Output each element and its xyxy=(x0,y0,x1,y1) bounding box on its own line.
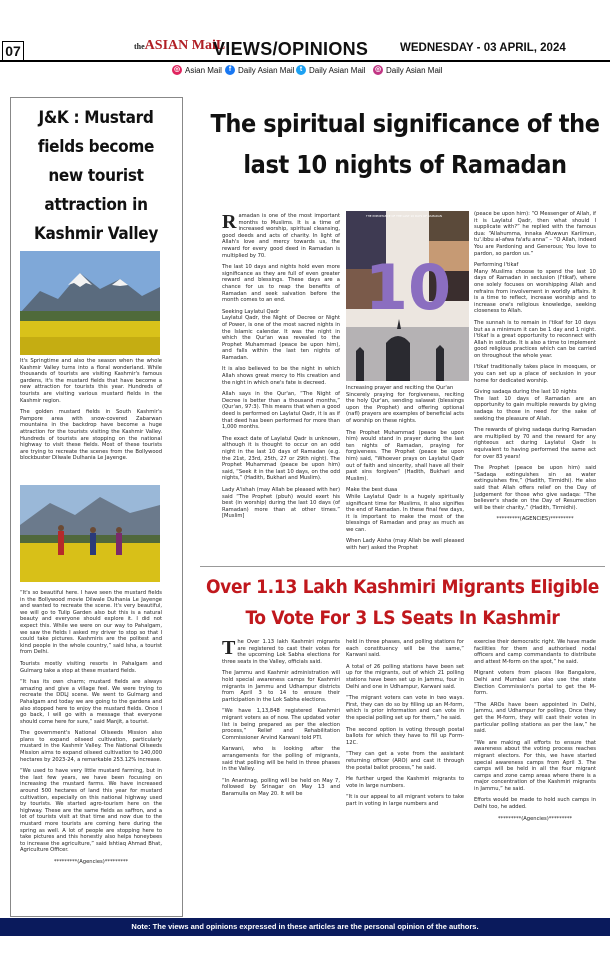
tourist-figure xyxy=(90,533,96,555)
ramadan-column-3 xyxy=(474,211,596,528)
article-paragraph: Migrant voters from places like Bangalore, Delhi and Mumbai can also use the state Election Commission's portal to get the M-form. xyxy=(474,670,596,697)
article-paragraph: Giving sadaqa during the last 10 nights The last 10 days of Ramadan are an opportunity to gain multiple rewards by giving sadaqa to those in need for the sake of seeking the pleasure of Allah. xyxy=(474,389,596,422)
social-twitter[interactable] xyxy=(296,64,365,76)
tourist-figure xyxy=(116,533,122,555)
sidebar-headline: J&K : Mustard fields become new tourist attraction in Kashmir Valley xyxy=(33,108,159,244)
header-rule xyxy=(0,60,610,62)
article-paragraph: held in three phases, and polling stations for each constituency will be the same,” Karwani said. xyxy=(346,639,464,659)
ramadan-column-1 xyxy=(222,213,340,525)
masthead-logo xyxy=(134,38,225,54)
article-paragraph: When Lady Aisha (may Allah be well pleased with her) asked the Prophet xyxy=(346,538,464,552)
tourist-figure xyxy=(58,531,64,555)
article-paragraph: Seeking Laylatul Qadr Laylatul Qadr, the Night of Decree or Night of Power, is one of the most sacred nights in the Islamic calendar. It was the night in which the Qur'an was revealed to the Prophet Muhammad (peace be upon him), and falls within the last ten nights of Ramadan. xyxy=(222,308,340,361)
article-paragraph: (peace be upon him): “O Messenger of Allah, if it is Laylatul Qadr, then what should I supplicate with?” he replied with the famous dua: “Allahumma, innaka Afuwwun Kariimun, tu'.ibbu al-afwa fa'afu anna” – “O Allah, indeed You are Pardoning and Generous; You love to pardon, so pardon us.” xyxy=(474,211,596,257)
article-paragraph: The second option is voting through postal ballots for which they have to fill up Form-12C. xyxy=(346,726,464,746)
logo-small-text: the xyxy=(134,42,145,51)
image-caption: THE IMPORTANCE OF THE LAST 10 DAYS OF RAMADAN xyxy=(366,214,443,218)
article-paragraph: The rewards of giving sadaqa during Ramadan are multiplied by 70 and the reward for any righteous act during Laylatul Qadr is equivalent to having performed the same act for over 83 years! xyxy=(474,427,596,460)
section-title: VIEWS/OPINIONS xyxy=(213,39,369,59)
tree-line xyxy=(20,311,160,321)
instagram-icon: ◎ xyxy=(374,66,382,73)
social-facebook[interactable] xyxy=(225,64,294,76)
instagram-icon: ◎ xyxy=(173,66,181,73)
migrants-column-2 xyxy=(346,639,464,812)
number-ten: 10 xyxy=(364,251,452,324)
article-paragraph: The Jammu and Kashmir administration will hold special awareness camps for Kashmiri migrants in Jammu and Udhampur districts from April 3 to 14 to ensure their participation in the Lok Sabha elections. xyxy=(222,670,340,703)
sidebar-photo-mustard-field xyxy=(20,251,160,355)
social-facebook-1[interactable] xyxy=(172,64,222,76)
article-paragraph: “The migrant voters can vote in two ways. First, they can do so by filling up an M-form, which is prior information and can vote in the special polling set up for them,” he said. xyxy=(346,695,464,721)
drop-cap: T xyxy=(222,637,236,659)
article-paragraph: A total of 26 polling stations have been set up for the migrants, out of which 21 polling stations have been set up in Jammu, four in Delhi and one in Udhampur, Karwani said. xyxy=(346,663,464,690)
sidebar-paragraph: Tourists mostly visiting resorts in Pahalgam and Gulmarg take a stop at these mustard fields. xyxy=(20,660,162,674)
article-paragraph: “It is our appeal to all migrant voters to take part in voting in large numbers and xyxy=(346,794,464,807)
ramadan-illustration xyxy=(346,211,469,381)
social-label: Daily Asian Mail xyxy=(386,65,443,75)
mustard-foreground xyxy=(20,337,160,355)
page-number: 07 xyxy=(2,41,24,61)
sidebar-body-bottom xyxy=(20,590,162,871)
tourist-head xyxy=(90,527,96,533)
article-paragraph: Make the best duaa While Laylatul Qadr is a hugely spiritually significant time for Muslims, it also signifies the end of Ramadan. In these final few days, it is important to make the most of the blessings of Ramadan and pray as much as we can. xyxy=(346,487,464,533)
article-paragraph: Increasing prayer and reciting the Qur'an Sincerely praying for forgiveness, reciting the holy Qur'an, sending salawat (blessings upon the Prophet) and offering optional (nafl) prayers are examples of beneficial acts of worship on these nights. xyxy=(346,385,464,424)
social-label: Daily Asian Mail xyxy=(309,65,366,75)
article-paragraph: It is also believed to be the night in which Allah shows great mercy to His creation and the night in which one's fate is decreed. xyxy=(222,366,340,386)
sidebar-signature: *********(Agencies)********* xyxy=(53,858,129,865)
article-migrants-headline: Over 1.13 Lakh Kashmiri Migrants Eligible To Vote For 3 LS Seats In Kashmir xyxy=(205,576,600,629)
article-paragraph: Efforts would be made to hold such camps in Delhi too, he added. xyxy=(474,797,596,811)
social-instagram[interactable] xyxy=(373,64,442,76)
twitter-icon: t xyxy=(296,65,306,75)
logo-text: ASIAN MaiL xyxy=(144,38,226,53)
ramadan-column-2 xyxy=(346,385,464,557)
article-paragraph: Lady A'ishah (may Allah be pleased with her) said “The Prophet (pbuh) would exert his best (in worship) during the last 10 days (of Ramadan) more than at other times.” [Muslim] xyxy=(222,486,340,520)
issue-date: WEDNESDAY - 03 APRIL, 2024 xyxy=(400,42,566,54)
article-paragraph: The exact date of Laylatul Qadr is unknown, although it is thought to occur on an odd night in the last 10 days of Ramadan (e.g. the 21st, 23rd, 25th, 27 or 29th night). The Prophet Muhammad (peace be upon him) said, “Seek it in the last 10 days, on the odd nights,” (Hadith, Bukhari and Muslim). xyxy=(222,435,340,482)
article-paragraph: exercise their democratic right. We have made facilities for them and authorised nodal officers and camp commandants to distribute and attest M-form on the spot,” he said. xyxy=(474,639,596,665)
social-label: Asian Mail xyxy=(185,65,222,75)
sidebar-paragraph: The government's National Oilseeds Mission also plans to expand oilseed cultivation, particularly mustard in the Kashmir Valley. The National Oilseeds Mission aims to expand oilseed cultivation to 140,000 hectares by 2023-24, a remarkable 253.12% increase. xyxy=(20,730,162,763)
article-paragraph: The last 10 days and nights hold even more significance as they are full of even greater reward and blessings. These days are a chance for us to reap the benefits of Ramadan and seek salvation before the month comes to an end. xyxy=(222,264,340,304)
article-paragraph: The Prophet Muhammad (peace be upon him) would stand in prayer during the last ten nights of Ramadan, praying for forgiveness. The Prophet (peace be upon him) said, “Whoever prays on Laylatul Qadr out of faith and sincerity, shall have all their past sins forgiven” (Hadith, Bukhari and Muslim). xyxy=(346,429,464,482)
sidebar-body-top xyxy=(20,358,162,467)
sidebar-paragraph: “It has its own charm; mustard fields are always amazing and give a village feel. We were trying to recreate the DDLJ scene. We went to Gulmarg and Pahalgam and today we are going to the gardens and also stopped here to enjoy the mustard fields. Once I go back, I will go with a message that everyone should come here for sure,” said Manjit, a tourist. xyxy=(20,679,162,725)
article-paragraph: “We have 1,13,848 registered Kashmiri migrant voters as of now. The updated voter list is being prepared as per the election process,” Relief and Rehabilitation Commissioner Arvind Karwani told PTI. xyxy=(222,708,340,741)
article-paragraph: amadan is one of the most important months to Muslims. It is a time of increased worship, spiritual cleansing, good deeds and acts of charity. In light of Allah's love and mercy towards us, the reward for every good deed in Ramadan is multiplied by 70. xyxy=(222,213,340,259)
tourist-head xyxy=(116,527,122,533)
article-paragraph: “The AROs have been appointed in Delhi, Jammu, and Udhampur for polling. Once they get the M-form, they will cast their votes in particular polling stations as per the law,” he said. xyxy=(474,701,596,735)
article-paragraph: I'tikaf traditionally takes place in mosques, or you can set up a place of seclusion in your home for dedicated worship. xyxy=(474,364,596,384)
drop-cap: R xyxy=(222,211,237,233)
article-signature: *********(AGENCIES)********* xyxy=(496,516,574,523)
article-divider xyxy=(200,566,605,567)
article-paragraph: “We are making all efforts to ensure that awareness about the voting process reaches migrant electors. For this, we have started special awareness camps from April 3. The camps will be held in all the four migrant camps and zone camp areas where there is a major concentration of the Kashmiri migrants in Jammu,” he said. xyxy=(474,739,596,792)
sidebar-paragraph: “It's so beautiful here. I have seen the mustard fields in the Bollywood movie Dilwale Dulhania Le Jayenge and wanted to recreate the scene. It's very beautiful, we will go to Tulip Garden also but this is a natural beauty and everyone should explore it. I did not expect this. While we were on our way to Pahalgam, we saw the fields I asked my driver to stop so that I could take pictures. Kashmiris are the politest and kind people in the whole country,” said Isha, a tourist from Delhi. xyxy=(20,590,162,656)
article-paragraph: “They can get a vote from the assistant returning officer (ARO) and cast it through the postal ballot process,” he said. xyxy=(346,751,464,771)
facebook-icon: f xyxy=(225,65,235,75)
sidebar-photo-tourists xyxy=(20,485,160,582)
article-signature: *********(Agencies)********* xyxy=(497,815,573,822)
migrants-column-3 xyxy=(474,639,596,827)
article-paragraph: Karwani, who is looking after the arrangements for the polling of migrants, said that polling will be held in three phases in the Valley. xyxy=(222,746,340,773)
article-paragraph: The Prophet (peace be upon him) said “Sadaqa extinguishes sin as water extinguishes fire,” (Hadith, Tirmidhi). He also said that Allah offers relief on the Day of Judgement for those who give sadaqa: “The believer's shade on the Day of Resurrection will be their charity,” (Hadith, Tirmidhi). xyxy=(474,465,596,511)
social-label: Daily Asian Mail xyxy=(238,65,295,75)
sidebar-paragraph: It's Springtime and also the season when the whole Kashmir Valley turns into a floral wonderland. While thousands of tourists are visiting Kashmir's famous gardens, it's the mustard fields that have become a new attraction for tourists this year. Hundreds of tourists are visiting various mustard fields in the Kashmir region. xyxy=(20,358,162,404)
article-paragraph: He further urged the Kashmiri migrants to vote in large numbers. xyxy=(346,776,464,789)
article-paragraph: he Over 1.13 lakh Kashmiri migrants are registered to cast their votes for the upcoming Lok Sabha elections for three seats in the Valley, officials said. xyxy=(222,639,340,665)
migrants-column-1 xyxy=(222,639,340,802)
sidebar-paragraph: “We used to have very little mustard farming, but in the last few years, we have been focusing on increasing the mustard farms. We have increased around 500 hectares of land this year for mustard cultivation, especially on this national highway used by tourists. We started agro-tourism here on the highway. These are the same fields as saffron, and a lot of tourists visit at that time and now due to the mustard more tourists are coming here during the spring as well. A lot of people are stopping here to take pictures and this honestly also helps honeybees to increase the agriculture,” said Ishtiaq Ahmad Bhat, Agriculture Officer. xyxy=(20,768,162,854)
article-paragraph: The sunnah is to remain in i'tikaf for 10 days but as a minimum it can be 1 day and 1 night. I'tikaf is a great opportunity to reconnect with Allah in solitude. It is also a time to implement good religious practices which can be carried on throughout the whole year. xyxy=(474,319,596,359)
tourist-head xyxy=(58,525,64,531)
article-ramadan-headline: The spiritual significance of the last 10 nights of Ramadan xyxy=(210,109,600,179)
footer-disclaimer: Note: The views and opinions expressed in these articles are the personal opinion of the authors. xyxy=(0,918,610,936)
article-paragraph: Performing I'tikaf Many Muslims choose to spend the last 10 days of Ramadan in seclusion (I'tikaf), where one solely focuses on worshipping Allah and refrains from involvement in worldly affairs. It is a time to reflect, increase worship and to increase one's religious knowledge, seeking closeness to Allah. xyxy=(474,262,596,315)
sidebar-paragraph: The golden mustard fields in South Kashmir's Pampore area with snow-covered Zabarwan mountains in the backdrop have become a huge attraction for the tourists visiting the Kashmir Valley. Hundreds of tourists are stopping on the national highway to visit these fields. Most of these tourists are trying to recreate the scenes from the Bollywood blockbuster Dilwale Dulhania Le Jayenge. xyxy=(20,409,162,462)
article-paragraph: Allah says in the Qur'an, “The Night of Decree is better than a thousand months,” (Qur'an, 97:3). This means that when a good deed is performed on Laylatul Qadr, it is as if that deed has been performed for more than 1,000 months. xyxy=(222,391,340,431)
article-paragraph: “In Anantnag, polling will be held on May 7, followed by Srinagar on May 13 and Baramulla on May 20. It will be xyxy=(222,777,340,797)
